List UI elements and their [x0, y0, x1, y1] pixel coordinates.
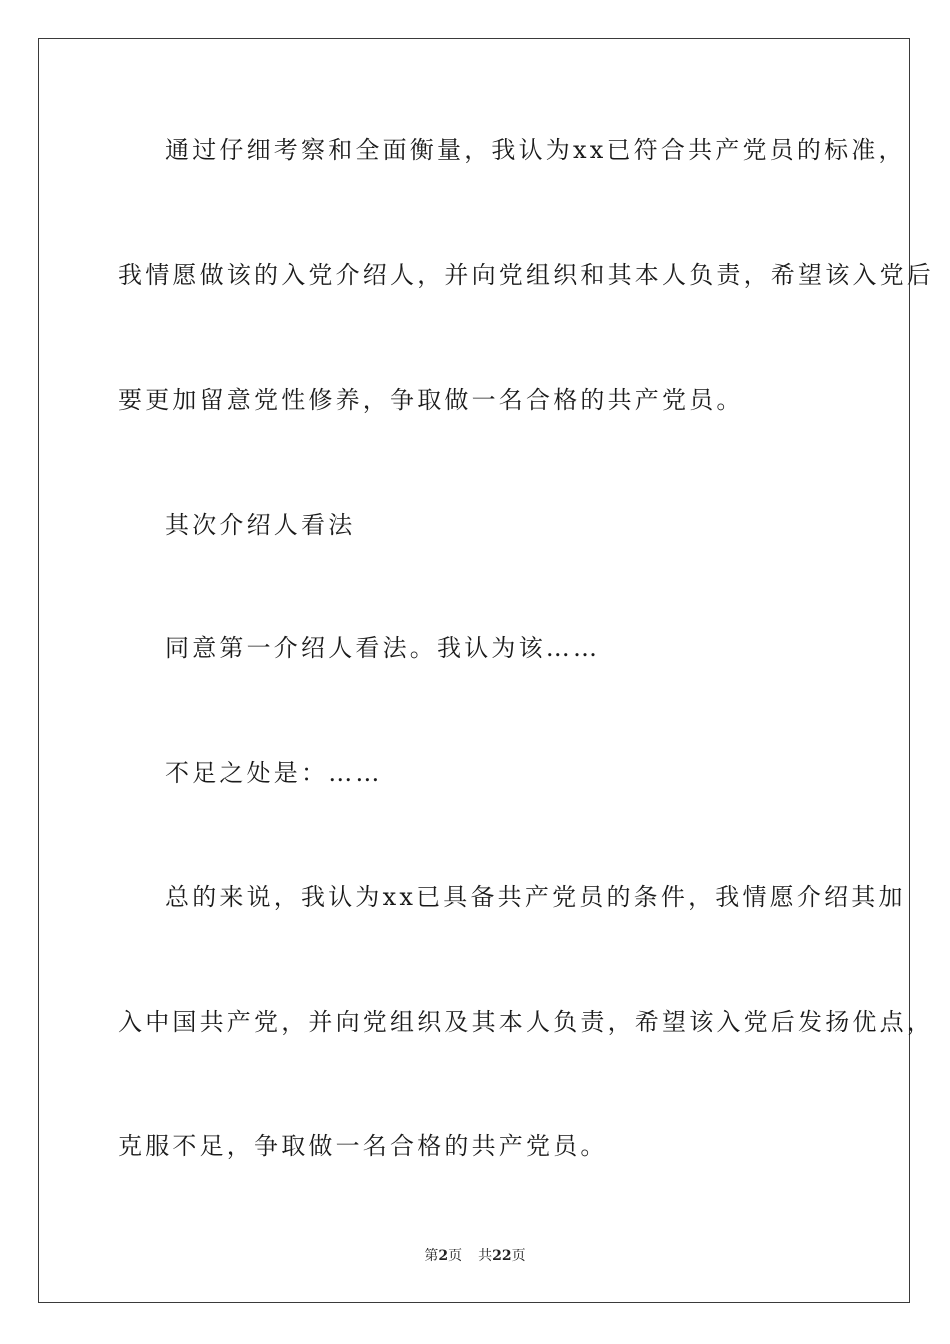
total-suffix: 页	[511, 1248, 526, 1264]
total-prefix: 共	[478, 1248, 493, 1264]
page-suffix: 页	[448, 1248, 463, 1264]
paragraph-line-5: 同意第一介绍人看法。我认为该……	[165, 634, 601, 662]
page-number: 2	[438, 1248, 449, 1264]
paragraph-line-8: 入中国共产党，并向党组织及其本人负责，希望该入党后发扬优点，	[118, 1008, 934, 1036]
section-heading: 其次介绍人看法	[165, 511, 356, 539]
page-footer	[0, 1247, 950, 1265]
page-prefix: 第	[424, 1248, 439, 1264]
paragraph-line-6: 不足之处是：……	[165, 759, 383, 787]
page-border	[38, 38, 910, 1303]
paragraph-line-9: 克服不足，争取做一名合格的共产党员。	[118, 1132, 608, 1160]
total-pages: 22	[492, 1248, 512, 1264]
paragraph-line-3: 要更加留意党性修养，争取做一名合格的共产党员。	[118, 386, 744, 414]
paragraph-line-2: 我情愿做该的入党介绍人，并向党组织和其本人负责，希望该入党后	[118, 261, 934, 289]
paragraph-line-7: 总的来说，我认为xx已具备共产党员的条件，我情愿介绍其加	[165, 883, 906, 911]
paragraph-line-1: 通过仔细考察和全面衡量，我认为xx已符合共产党员的标准，	[165, 136, 906, 164]
